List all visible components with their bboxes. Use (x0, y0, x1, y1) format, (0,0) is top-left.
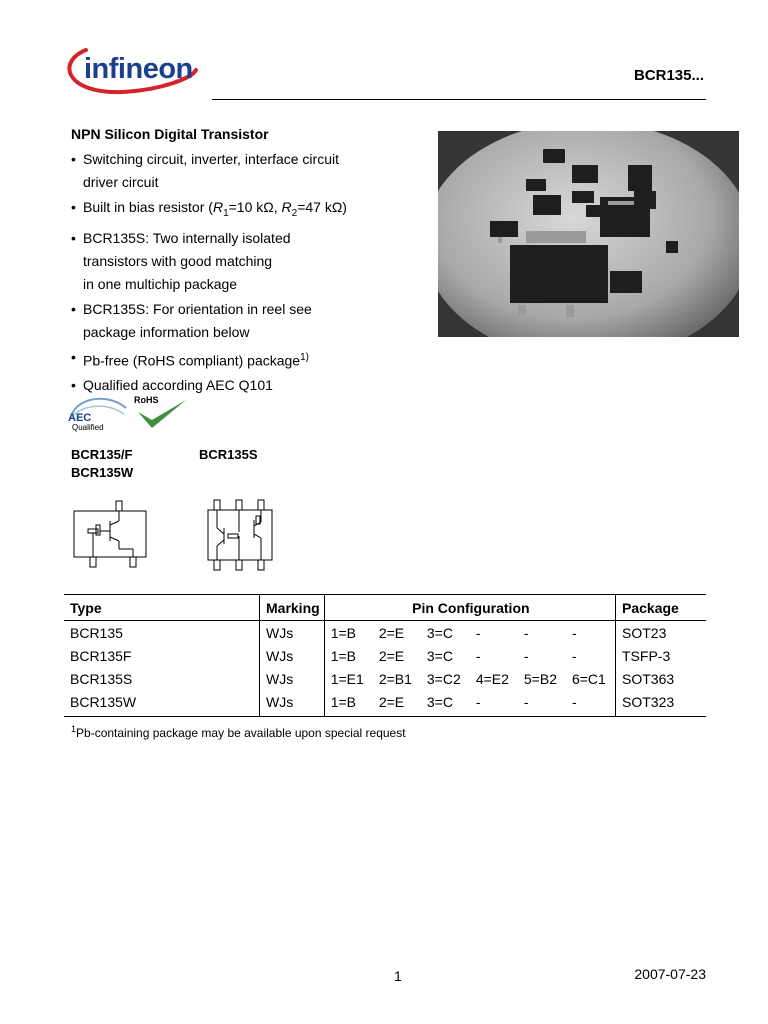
logo-text: infineon (84, 53, 193, 85)
feature-item: • Qualified according AEC Q101 (71, 374, 431, 397)
svg-text:AEC: AEC (68, 412, 92, 424)
circuit-diagram-sot23 (72, 495, 150, 577)
pin-configuration-table (64, 594, 706, 717)
aec-qualified-badge (68, 399, 126, 432)
svg-text:RoHS: RoHS (134, 395, 159, 405)
part-number: BCR135... (633, 67, 704, 84)
table-row: BCR135S WJs 1=E1 2=B1 3=C2 4=E2 5=B2 6=C1 SOT363 (64, 667, 706, 690)
circuit-diagram-sot363 (204, 494, 276, 578)
product-photo (438, 131, 739, 337)
rohs-badge (134, 395, 186, 428)
table-row: BCR135F WJs 1=B 2=E 3=C - - - TSFP-3 (64, 644, 706, 667)
table-row: BCR135W WJs 1=B 2=E 3=C - - - SOT323 (64, 690, 706, 717)
page-number: 1 (394, 968, 402, 984)
column-header-pin-configuration: Pin Configuration (324, 595, 615, 621)
feature-list (71, 148, 431, 397)
column-header-type: Type (64, 595, 260, 621)
qualification-badges (66, 392, 190, 432)
feature-item: • BCR135S: Two internally isolated transistors with good matching in one multichip package (71, 227, 431, 296)
footnote (71, 724, 406, 740)
infineon-logo (64, 40, 204, 96)
table-row: BCR135 WJs 1=B 2=E 3=C - - - SOT23 (64, 621, 706, 645)
column-header-marking: Marking (260, 595, 325, 621)
footnote-mark: 1 (71, 724, 77, 734)
table-header-row (64, 595, 706, 621)
feature-item: • BCR135S: For orientation in reel see package information below (71, 298, 431, 344)
document-title: NPN Silicon Digital Transistor (71, 126, 269, 142)
feature-item: • Switching circuit, inverter, interface circuit driver circuit (71, 148, 431, 194)
svg-text:Qualified: Qualified (72, 423, 104, 432)
bullet: • (71, 300, 76, 317)
variant-label-right: BCR135S (199, 447, 258, 462)
footnote-text: Pb-containing package may be available upon special request (76, 726, 406, 740)
bullet: • (71, 151, 76, 167)
bullet: • (71, 199, 76, 215)
header-rule (212, 99, 706, 100)
document-date: 2007-07-23 (634, 966, 706, 982)
bullet: • (71, 229, 76, 246)
bullet: • (71, 348, 76, 365)
variant-label-left: BCR135/F BCR135W (71, 447, 134, 480)
product-photo-drawing (438, 131, 739, 337)
bullet: • (71, 377, 76, 394)
column-header-package: Package (616, 595, 707, 621)
feature-item: • Pb-free (RoHS compliant) package$^{1)}$ (71, 346, 431, 373)
feature-item: • Built in bias resistor ($R_1=10$ kΩ, $R_2=47$ kΩ) (71, 196, 431, 225)
